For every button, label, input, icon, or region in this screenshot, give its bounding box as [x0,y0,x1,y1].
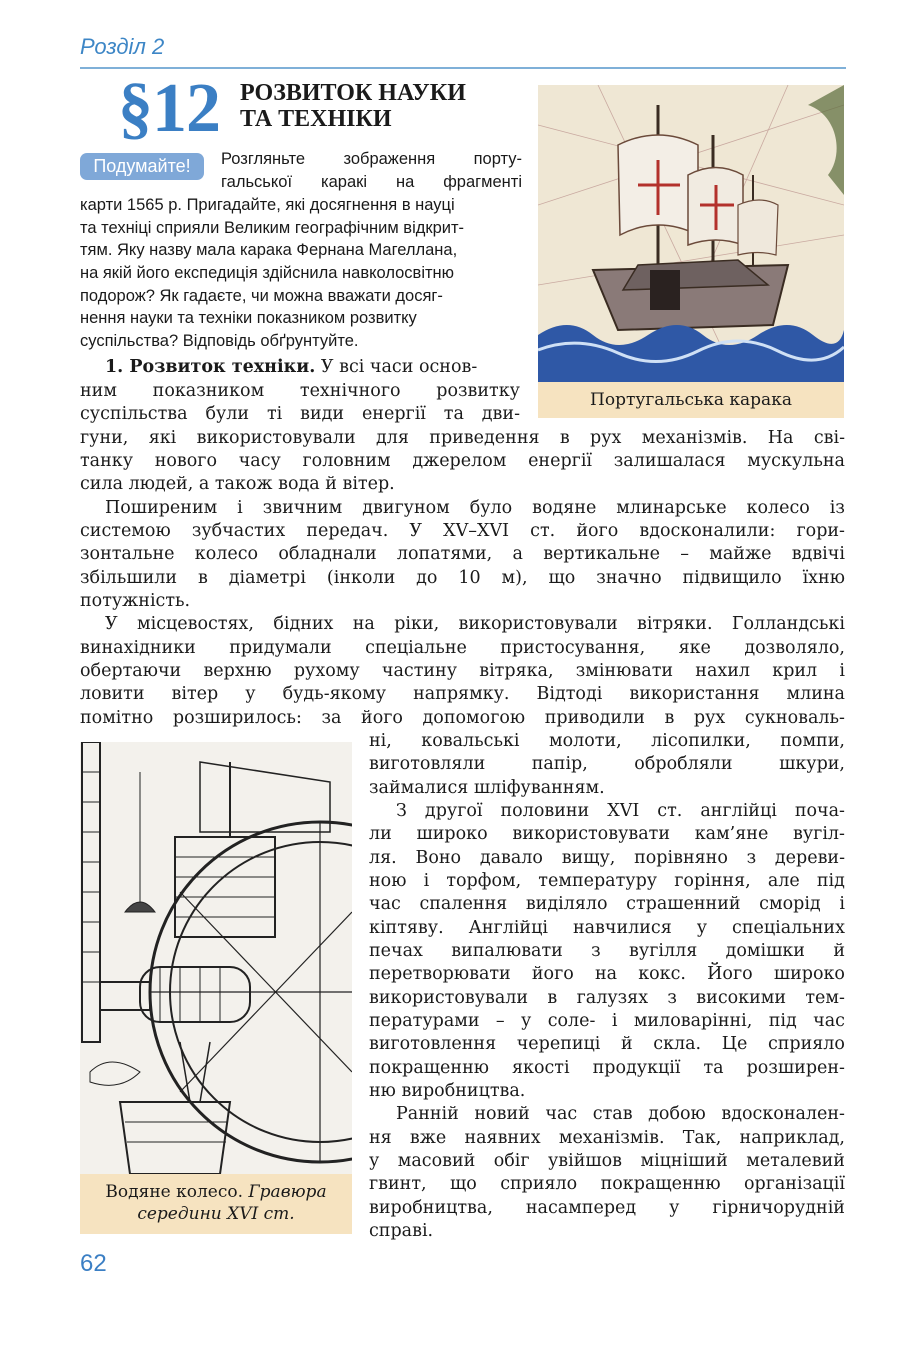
body-line: збільшили в діаметрі (інколи до 10 м), що значно підвищило їхню [80,568,845,588]
ship-caption: Португальська карака [590,390,792,410]
think-line: та техніці сприяли Великим географічним відкрит- [80,219,465,237]
think-badge: Подумайте! [80,153,204,180]
body-line: танку нового часу головним джерелом енергії залишалася мускульна [80,451,845,471]
body-line: використовували в галузях з високими тем- [369,988,845,1008]
body-line: займалися шліфуванням. [369,778,605,798]
body-line: час спалення виділяло страшенний сморід і [369,894,845,914]
section-heading: 1. Розвиток техніки. [105,357,316,377]
water-wheel-icon [80,742,352,1174]
paragraph-number: §12 [118,70,220,147]
body-line: печах випалювати з вугілля домішки й [369,941,845,961]
wheel-caption-box [80,1174,352,1234]
body-line: пературами – у соле- і миловарінні, під час [369,1011,845,1031]
think-line: гальської каракі на фрагменті [221,173,522,191]
body-line: гвинт, що сприяло покращенню організації [369,1174,845,1194]
ship-icon [538,85,844,382]
page-title: РОЗВИТОК НАУКИ ТА ТЕХНІКИ [240,80,466,132]
ship-caption-box [538,382,844,418]
section-label: Розділ 2 [80,34,165,59]
think-line: Розгляньте зображення порту- [221,150,522,168]
body-line: перетворювати його на кокс. Його широко [369,964,845,984]
body-line: зонтальне колесо обладнали лопатями, а вертикальне – майже вдвічі [80,544,845,564]
body-line: кіптяву. Англійці навчилися у спеціальних [369,918,845,938]
body-line: ню виробництва. [369,1081,526,1101]
wheel-caption: Водяне колесо. Гравюра середини XVI ст. [105,1182,327,1224]
ship-image [538,85,844,382]
body-line: гуни, які використовували для приведення в рух механізмів. На сві- [80,428,845,448]
think-line: карти 1565 р. Пригадайте, які досягнення в науці [80,196,455,214]
body-line: обертаючи верхню рухому частину вітряка, змінювати нахил крил і [80,661,845,681]
body-line: ною і торфом, температуру горіння, але під [369,871,845,891]
body-line: помітно розширилось: за його допомогою приводили в рух сукноваль- [80,708,845,728]
think-line: тям. Яку назву мала карака Фернана Магеллана, [80,241,458,259]
body-line: виробництва, насамперед у гірничорудній [369,1198,845,1218]
body-line: У місцевостях, бідних на ріки, використовували вітряки. Голландські [105,614,845,634]
body-line: суспільства були ті види енергії та дви- [80,404,520,424]
body-line: ли широко використовувати кам’яне вугіл- [369,824,845,844]
body-line: справі. [369,1221,434,1241]
body-line: виготовлення черепиці й скла. Це сприяло [369,1034,845,1054]
think-line: на якій його експедиція здійснила навколосвітню [80,264,455,282]
think-line: суспільства? Відповідь обґрунтуйте. [80,332,359,350]
water-wheel-image [80,742,352,1174]
body-line: ні, ковальські молоти, лісопилки, помпи, [369,731,845,751]
body-line: Поширеним і звичним двигуном було водяне млинарське колесо із [105,498,845,518]
think-line: подорож? Як гадаєте, чи можна вважати досяг- [80,287,443,305]
body-line: виготовляли папір, обробляли шкури, [369,754,845,774]
body-line: у масовий обіг увійшов міцніший металевий [369,1151,845,1171]
page-number: 62 [80,1250,107,1277]
body-line: винахідники придумали спеціальне пристосування, яке дозволяло, [80,638,845,658]
body-line: сила людей, а також вода й вітер. [80,474,395,494]
think-line: нення науки та техніки показником розвитку [80,309,417,327]
body-line: 1. Розвиток техніки. У всі часи основ- [80,356,520,379]
body-line: ля. Воно давало вищу, порівняно з дереви- [369,848,845,868]
body-line: потужність. [80,591,191,611]
body-line: системою зубчастих передач. У XV–XVI ст. його вдосконалили: гори- [80,521,845,541]
header-divider [80,67,846,69]
body-line: ним показником технічного розвитку [80,381,520,401]
body-line: З другої половини XVI ст. англійці поча- [396,801,845,821]
body-line: ловити вітер у будь-якому напрямку. Відтоді використання млина [80,684,845,704]
body-line: ня вже наявних механізмів. Так, наприклад, [369,1128,845,1148]
body-line: Ранній новий час став добою вдосконален- [396,1104,845,1124]
body-line: покращенню якості продукції та розширен- [369,1058,845,1078]
